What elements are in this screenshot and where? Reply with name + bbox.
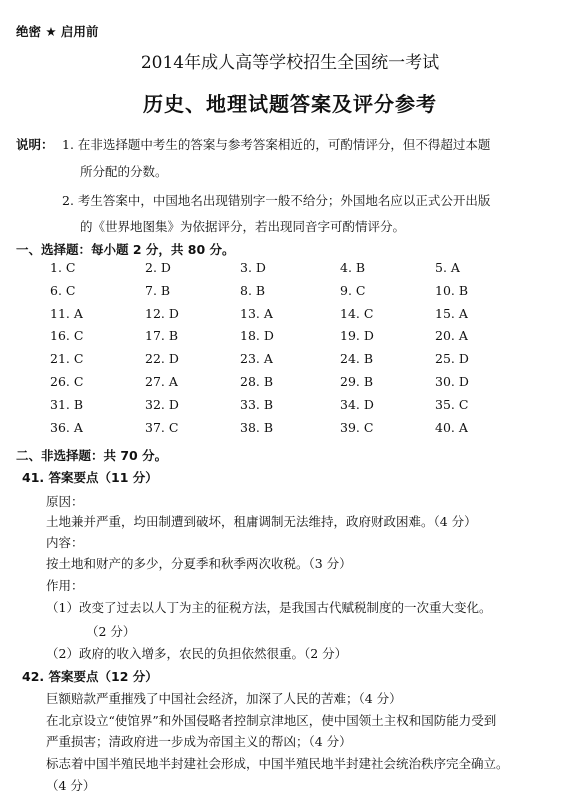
answer-cell: 7. B [145, 282, 171, 298]
answer-cell: 5. A [435, 260, 460, 275]
answer-cell: 15. A [435, 305, 468, 321]
answer-row [50, 260, 520, 283]
answer-row [50, 306, 520, 329]
answer-cell: 36. A [50, 419, 83, 435]
answer-cell: 10. B [435, 282, 469, 298]
answer-cell: 24. B [340, 351, 374, 367]
answer-cell: 40. A [435, 419, 468, 435]
answer-cell: 14. C [340, 305, 374, 321]
notes-label: 说明： [16, 137, 54, 152]
answer-cell: 38. B [240, 419, 274, 435]
q41-content-label: 内容： [46, 535, 84, 550]
q41-reason-label: 原因： [46, 494, 84, 509]
answer-cell: 33. B [240, 396, 274, 412]
answer-cell: 19. D [340, 328, 374, 344]
answer-cell: 4. B [340, 260, 366, 275]
note-2-line-2: 的《世界地图集》为依据评分，若出现同音字可酌情评分。 [80, 219, 406, 234]
answer-row [50, 420, 520, 443]
q42-line-1: 巨额赔款严重摧残了中国社会经济，加深了人民的苦难；（4 分） [46, 691, 402, 706]
mc-heading: 一、选择题：每小题 2 分，共 80 分。 [16, 242, 235, 257]
q41-title: 41. 答案要点（11 分） [22, 470, 158, 485]
q42-line-3: 严重损害；清政府进一步成为帝国主义的帮凶；（4 分） [46, 734, 352, 749]
answer-cell: 6. C [50, 282, 76, 298]
q42-title: 42. 答案要点（12 分） [22, 669, 158, 684]
q42-line-5: （4 分） [46, 778, 96, 793]
q41-effect-2: （2）政府的收入增多，农民的负担依然很重。（2 分） [46, 646, 348, 661]
answer-cell: 37. C [145, 419, 179, 435]
answer-cell: 27. A [145, 373, 178, 389]
q41-content-text: 按土地和财产的多少，分夏季和秋季两次收税。（3 分） [46, 556, 352, 571]
secret-mark: 绝密 ★ 启用前 [16, 24, 99, 39]
answer-cell: 34. D [340, 396, 374, 412]
answer-cell: 3. D [240, 260, 266, 275]
answer-cell: 29. B [340, 373, 374, 389]
answer-row [50, 397, 520, 420]
note-1-line-1: 1. 在非选择题中考生的答案与参考答案相近的，可酌情评分，但不得超过本题 [62, 137, 491, 152]
answer-row [50, 283, 520, 306]
answer-cell: 21. C [50, 351, 84, 367]
answer-cell: 25. D [435, 351, 469, 367]
answer-cell: 1. C [50, 260, 76, 275]
nonmc-heading: 二、非选择题：共 70 分。 [16, 448, 168, 463]
q42-line-4: 标志着中国半殖民地半封建社会形成，中国半殖民地半封建社会统治秩序完全确立。 [46, 756, 509, 771]
answer-cell: 23. A [240, 351, 273, 367]
answer-cell: 39. C [340, 419, 374, 435]
answer-cell: 26. C [50, 373, 84, 389]
answer-cell: 31. B [50, 396, 84, 412]
answer-row [50, 351, 520, 374]
answer-cell: 8. B [240, 282, 266, 298]
exam-title: 2014年成人高等学校招生全国统一考试 [140, 53, 440, 73]
note-1-line-2: 所分配的分数。 [80, 164, 168, 179]
answer-cell: 9. C [340, 282, 366, 298]
answer-cell: 2. D [145, 260, 171, 275]
q41-effect-label: 作用： [46, 578, 84, 593]
answer-cell: 16. C [50, 328, 84, 344]
answer-cell: 13. A [240, 305, 273, 321]
answer-cell: 12. D [145, 305, 179, 321]
mc-answer-grid [50, 260, 520, 442]
answer-cell: 32. D [145, 396, 179, 412]
answer-cell: 17. B [145, 328, 179, 344]
document-subtitle: 历史、地理试题答案及评分参考 [143, 92, 437, 116]
answer-cell: 20. A [435, 328, 468, 344]
answer-cell: 30. D [435, 373, 469, 389]
answer-row [50, 374, 520, 397]
q41-reason-text: 土地兼并严重，均田制遭到破坏，租庸调制无法维持，政府财政困难。（4 分） [46, 514, 477, 529]
answer-cell: 18. D [240, 328, 274, 344]
answer-cell: 28. B [240, 373, 274, 389]
q41-effect-1-line-1: （1）改变了过去以人丁为主的征税方法，是我国古代赋税制度的一次重大变化。 [46, 600, 492, 615]
answer-cell: 35. C [435, 396, 469, 412]
q41-effect-1-line-2: （2 分） [86, 624, 136, 639]
q42-line-2: 在北京设立“使馆界”和外国侵略者控制京津地区，使中国领土主权和国防能力受到 [46, 713, 497, 728]
answer-cell: 11. A [50, 305, 83, 321]
answer-cell: 22. D [145, 351, 179, 367]
answer-row [50, 328, 520, 351]
note-2-line-1: 2. 考生答案中，中国地名出现错别字一般不给分；外国地名应以正式公开出版 [62, 193, 491, 208]
